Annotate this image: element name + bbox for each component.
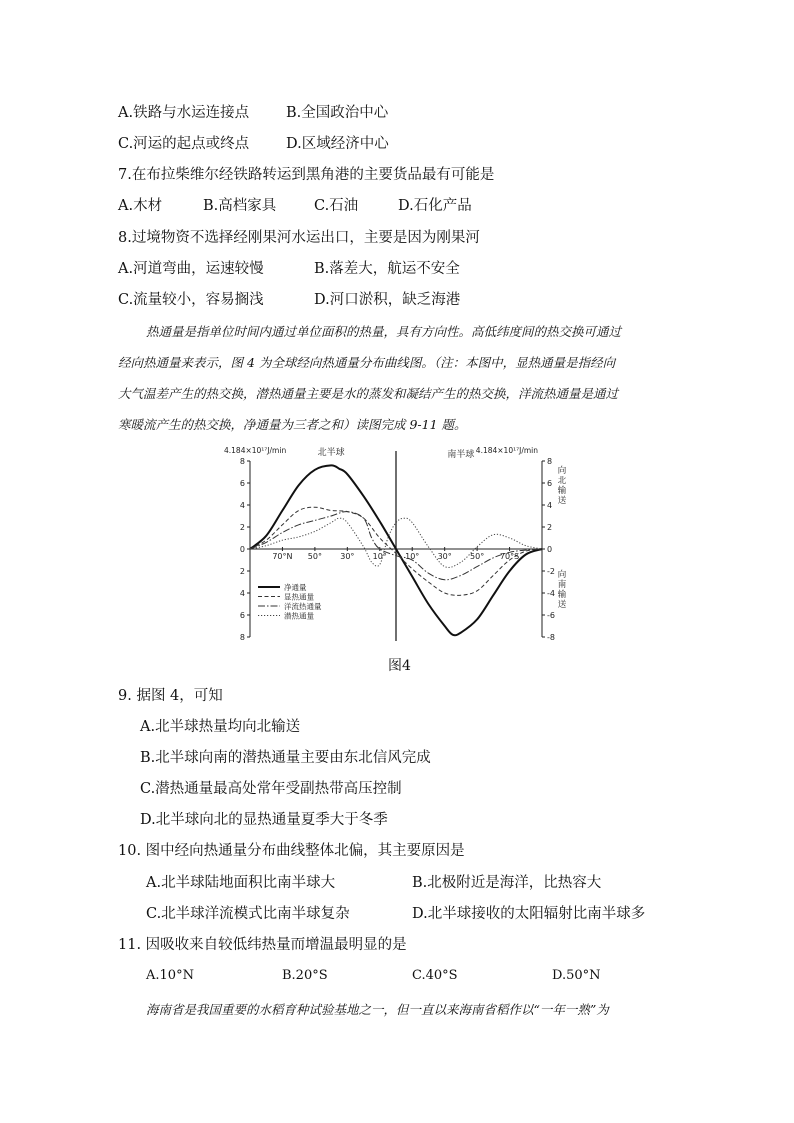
q9-option-d: D.北半球向北的显热通量夏季大于冬季 xyxy=(140,812,388,828)
x-tick-label: 30° xyxy=(437,552,452,561)
q9-stem: 9. 据图 4，可知 xyxy=(118,688,223,704)
next-passage-line: 海南省是我国重要的水稻育种试验基地之一，但一直以来海南省稻作以“一年一熟”为 xyxy=(146,1002,609,1017)
x-tick-label: 10° xyxy=(372,552,387,561)
q6-option-d: D.区域经济中心 xyxy=(286,136,389,152)
q11-option-a: A.10°N xyxy=(146,968,194,983)
figure-caption: 图4 xyxy=(388,658,411,674)
svg-text:输: 输 xyxy=(557,590,567,600)
legend-latent-heat-label: 潜热通量 xyxy=(284,611,314,621)
q11-option-c: C.40°S xyxy=(412,968,458,983)
north-transport-label xyxy=(558,465,567,506)
q10-option-d: D.北半球接收的太阳辐射比南半球多 xyxy=(412,906,646,922)
heat-flux-chart xyxy=(222,443,572,648)
right-tick-label: 2 xyxy=(547,523,553,532)
q7-option-b: B.高档家具 xyxy=(203,198,277,214)
right-tick-label: 0 xyxy=(547,545,553,554)
q9-option-b: B.北半球向南的潜热通量主要由东北信风完成 xyxy=(140,750,431,766)
q11-stem: 11. 因吸收来自较低纬热量而增温最明显的是 xyxy=(118,937,407,953)
left-tick-label: 6 xyxy=(239,479,245,488)
intro-line-3: 大气温差产生的热交换，潜热通量主要是水的蒸发和凝结产生的热交换，洋流热通量是通过 xyxy=(118,386,619,401)
left-tick-label: 8 xyxy=(239,457,245,466)
right-tick-label: -2 xyxy=(547,567,555,576)
x-tick-label: 30° xyxy=(340,552,355,561)
right-tick-label: -4 xyxy=(547,589,555,598)
intro-line-2: 经向热通量来表示，图 4 为全球经向热通量分布曲线图。（注：本图中，显热通量是指经向 xyxy=(118,355,616,370)
legend xyxy=(258,582,322,621)
x-tick-label: 70°S xyxy=(499,552,520,561)
svg-text:北: 北 xyxy=(557,476,567,486)
left-tick-label: 8 xyxy=(239,633,245,642)
q10-option-a: A.北半球陆地面积比南半球大 xyxy=(146,875,336,891)
left-tick-label: 2 xyxy=(239,567,245,576)
right-tick-label: -8 xyxy=(547,633,555,642)
q7-stem: 7.在布拉柴维尔经铁路转运到黑角港的主要货品最有可能是 xyxy=(118,167,495,183)
svg-text:输: 输 xyxy=(557,486,567,496)
q11-option-b: B.20°S xyxy=(282,968,328,983)
right-tick-label: 8 xyxy=(547,457,553,466)
x-tick-label: 50° xyxy=(470,552,485,561)
q6-option-a: A.铁路与水运连接点 xyxy=(118,105,250,121)
svg-text:向: 向 xyxy=(557,570,567,580)
q9-option-c: C.潜热通量最高处常年受副热带高压控制 xyxy=(140,781,402,797)
q10-stem: 10. 图中经向热通量分布曲线整体北偏，其主要原因是 xyxy=(118,843,465,859)
q8-option-d: D.河口淤积，缺乏海港 xyxy=(314,292,461,308)
right-tick-label: 6 xyxy=(547,479,553,488)
q8-option-a: A.河道弯曲，运速较慢 xyxy=(118,261,264,277)
q11-option-d: D.50°N xyxy=(552,968,601,983)
right-tick-label: 4 xyxy=(547,501,553,510)
q6-option-b: B.全国政治中心 xyxy=(286,105,389,121)
q8-stem: 8.过境物资不选择经刚果河水运出口，主要是因为刚果河 xyxy=(118,230,480,246)
left-tick-label: 4 xyxy=(239,501,245,510)
q8-option-b: B.落差大，航运不安全 xyxy=(314,261,460,277)
svg-text:向: 向 xyxy=(557,466,567,476)
q10-option-b: B.北极附近是海洋，比热容大 xyxy=(412,875,602,891)
svg-text:送: 送 xyxy=(557,600,567,610)
svg-text:送: 送 xyxy=(557,496,567,506)
q7-option-d: D.石化产品 xyxy=(398,198,472,214)
right-tick-label: -6 xyxy=(547,611,555,620)
left-unit-label: 4.184×10¹⁷J/min xyxy=(224,446,287,455)
left-tick-label: 6 xyxy=(239,611,245,620)
q9-option-a: A.北半球热量均向北输送 xyxy=(140,719,301,735)
q8-option-c: C.流量较小，容易搁浅 xyxy=(118,292,264,308)
intro-line-1: 热通量是指单位时间内通过单位面积的热量，具有方向性。高低纬度间的热交换可通过 xyxy=(146,324,622,339)
intro-line-4: 寒暖流产生的热交换，净通量为三者之和）读图完成 9-11 题。 xyxy=(118,417,467,432)
south-transport-label xyxy=(558,569,567,610)
x-tick-label: 10° xyxy=(405,552,420,561)
svg-text:南: 南 xyxy=(557,580,567,590)
x-tick-label: 70°N xyxy=(272,552,293,561)
q10-option-c: C.北半球洋流模式比南半球复杂 xyxy=(146,906,350,922)
northern-hemisphere-label: 北半球 xyxy=(317,448,345,458)
left-tick-label: 0 xyxy=(239,545,245,554)
right-unit-label: 4.184×10¹⁷J/min xyxy=(475,446,538,455)
intro-paragraph xyxy=(118,316,678,440)
left-tick-label: 2 xyxy=(239,523,245,532)
q7-option-c: C.石油 xyxy=(314,198,359,214)
legend-net-flux-label: 净通量 xyxy=(284,583,307,592)
x-tick-label: 50° xyxy=(307,552,322,561)
southern-hemisphere-label: 南半球 xyxy=(447,450,475,460)
q7-option-a: A.木材 xyxy=(118,198,163,214)
left-tick-label: 4 xyxy=(239,589,245,598)
legend-sensible-heat-label: 显热通量 xyxy=(284,592,314,602)
q6-option-c: C.河运的起点或终点 xyxy=(118,136,250,152)
legend-ocean-heat-label: 洋流热通量 xyxy=(284,602,322,611)
